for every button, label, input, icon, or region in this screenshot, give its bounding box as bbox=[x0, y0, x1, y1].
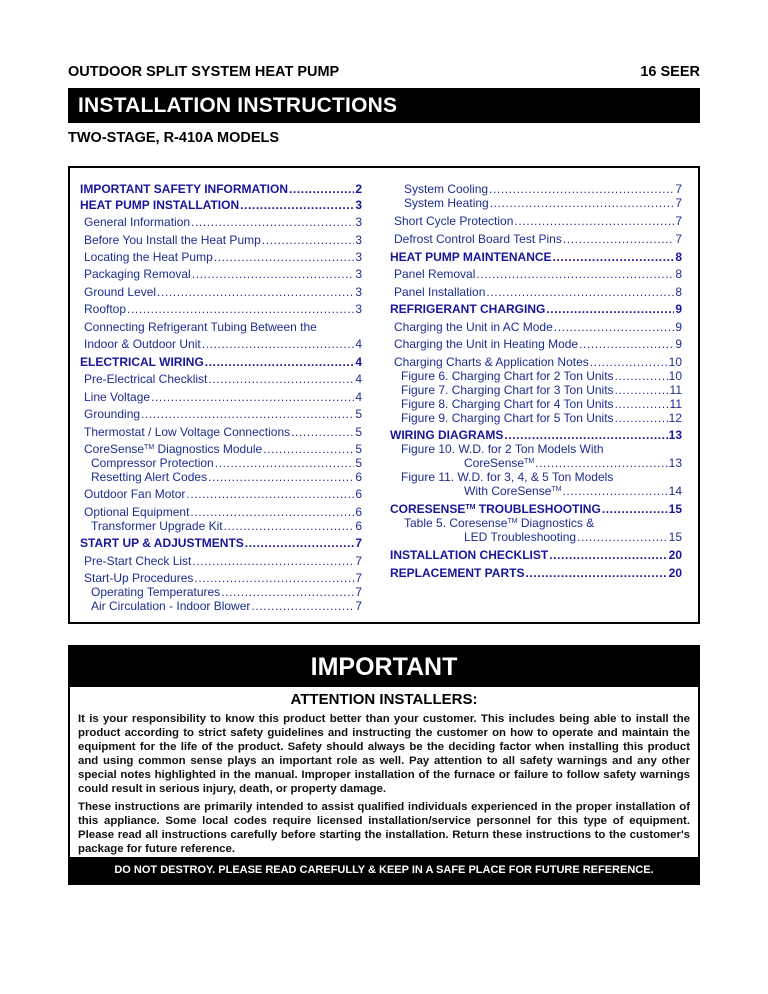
toc-entry[interactable]: Grounding ..... 5 bbox=[84, 407, 362, 421]
toc-entry[interactable]: Air Circulation - Indoor Blower ..... 7 bbox=[91, 599, 362, 613]
toc-entry[interactable]: LED Troubleshooting ..... 15 bbox=[464, 530, 682, 544]
toc-entry[interactable]: REFRIGERANT CHARGING ..... 9 bbox=[390, 302, 682, 316]
toc-entry[interactable]: Charging the Unit in Heating Mode ..... 9 bbox=[394, 337, 682, 351]
toc-entry[interactable]: Packaging Removal ..... 3 bbox=[84, 267, 362, 281]
toc-entry[interactable]: Resetting Alert Codes ..... 6 bbox=[91, 470, 362, 484]
toc-entry[interactable]: Short Cycle Protection ..... 7 bbox=[394, 214, 682, 228]
toc-entry[interactable]: CoreSense™ ..... 13 bbox=[464, 456, 682, 470]
toc-entry[interactable]: Pre-Start Check List ..... 7 bbox=[84, 554, 362, 568]
toc-entry[interactable]: System Heating ..... 7 bbox=[404, 196, 682, 210]
toc-entry[interactable]: Compressor Protection ..... 5 bbox=[91, 456, 362, 470]
toc-entry[interactable]: Indoor & Outdoor Unit ..... 4 bbox=[84, 337, 362, 351]
seer-rating: 16 SEER bbox=[640, 64, 700, 80]
page-title: INSTALLATION INSTRUCTIONS bbox=[68, 88, 700, 123]
toc-entry[interactable]: Charging the Unit in AC Mode ..... 9 bbox=[394, 320, 682, 334]
toc-entry[interactable]: CoreSense™ Diagnostics Module ..... 5 bbox=[84, 442, 362, 456]
toc-entry: Connecting Refrigerant Tubing Between the bbox=[84, 320, 317, 334]
important-notice bbox=[68, 645, 700, 885]
toc-entry[interactable]: With CoreSense™ ..... 14 bbox=[464, 484, 682, 498]
toc-entry[interactable]: REPLACEMENT PARTS ..... 20 bbox=[390, 566, 682, 580]
toc-entry[interactable]: Figure 6. Charging Chart for 2 Ton Units ..... 10 bbox=[401, 369, 682, 383]
toc-entry: Table 5. Coresense™ Diagnostics & bbox=[404, 516, 595, 530]
toc-entry[interactable]: Before You Install the Heat Pump ..... 3 bbox=[84, 233, 362, 247]
toc-entry[interactable]: Optional Equipment ..... 6 bbox=[84, 505, 362, 519]
toc-entry[interactable]: Charging Charts & Application Notes ..... 10 bbox=[394, 355, 682, 369]
attention-installers-heading: ATTENTION INSTALLERS: bbox=[290, 691, 478, 708]
toc-entry[interactable]: Operating Temperatures ..... 7 bbox=[91, 585, 362, 599]
toc-entry[interactable]: Rooftop ..... 3 bbox=[84, 302, 362, 316]
toc-entry[interactable]: Outdoor Fan Motor ..... 6 bbox=[84, 487, 362, 501]
qualified-installer-paragraph: These instructions are primarily intended to assist qualified individuals experienced in the proper installation of this appliance. Some local codes require licensed installation/service personnel for this type of equipment. Please read all instructions carefully before starting the installation. Return these instructions to the customer's package for future reference. bbox=[78, 801, 690, 855]
toc-entry[interactable]: Transformer Upgrade Kit ..... 6 bbox=[91, 519, 362, 533]
toc-entry[interactable]: System Cooling ..... 7 bbox=[404, 182, 682, 196]
important-heading: IMPORTANT bbox=[70, 647, 698, 687]
table-of-contents bbox=[68, 166, 700, 624]
toc-entry[interactable]: Figure 9. Charging Chart for 5 Ton Units ..... 12 bbox=[401, 411, 682, 425]
responsibility-paragraph: It is your responsibility to know this product better than your customer. This includes being able to install the product according to strict safety guidelines and instructing the customer on how to operate and maintain the equipment for the life of the product. Safety should always be the deciding factor when installing this product and using common sense plays an important role as well. Pay attention to all safety warnings and any other special notes highlighted in the manual. Improper installation of the furnace or failure to follow safety warnings could result in serious injury, death, or property damage. bbox=[78, 713, 690, 795]
do-not-destroy-footer: DO NOT DESTROY. PLEASE READ CAREFULLY & KEEP IN A SAFE PLACE FOR FUTURE REFERENCE. bbox=[70, 857, 698, 883]
toc-entry[interactable]: Figure 7. Charging Chart for 3 Ton Units ..... 11 bbox=[401, 383, 682, 397]
toc-entry[interactable]: HEAT PUMP INSTALLATION ..... 3 bbox=[80, 198, 362, 212]
toc-entry[interactable]: Pre-Electrical Checklist ..... 4 bbox=[84, 372, 362, 386]
toc-entry: Figure 11. W.D. for 3, 4, & 5 Ton Models bbox=[401, 470, 614, 484]
toc-entry[interactable]: INSTALLATION CHECKLIST ..... 20 bbox=[390, 548, 682, 562]
toc-entry[interactable]: Panel Installation ..... 8 bbox=[394, 285, 682, 299]
toc-entry[interactable]: ELECTRICAL WIRING ..... 4 bbox=[80, 355, 362, 369]
page-subtitle: TWO-STAGE, R-410A MODELS bbox=[68, 130, 280, 146]
toc-entry: Figure 10. W.D. for 2 Ton Models With bbox=[401, 442, 604, 456]
toc-entry[interactable]: Line Voltage ..... 4 bbox=[84, 390, 362, 404]
toc-entry[interactable]: Figure 8. Charging Chart for 4 Ton Units ..... 11 bbox=[401, 397, 682, 411]
product-type: OUTDOOR SPLIT SYSTEM HEAT PUMP bbox=[68, 64, 340, 80]
toc-entry[interactable]: General Information ..... 3 bbox=[84, 215, 362, 229]
document-header bbox=[68, 64, 700, 84]
toc-entry[interactable]: Panel Removal ..... 8 bbox=[394, 267, 682, 281]
toc-entry[interactable]: Start-Up Procedures ..... 7 bbox=[84, 571, 362, 585]
toc-entry[interactable]: CORESENSE™ TROUBLESHOOTING ..... 15 bbox=[390, 502, 682, 516]
toc-entry[interactable]: Thermostat / Low Voltage Connections ..... 5 bbox=[84, 425, 362, 439]
toc-entry[interactable]: HEAT PUMP MAINTENANCE ..... 8 bbox=[390, 250, 682, 264]
toc-entry[interactable]: WIRING DIAGRAMS ..... 13 bbox=[390, 428, 682, 442]
toc-entry[interactable]: START UP & ADJUSTMENTS ..... 7 bbox=[80, 536, 362, 550]
toc-entry[interactable]: Defrost Control Board Test Pins ..... 7 bbox=[394, 232, 682, 246]
toc-entry[interactable]: Locating the Heat Pump ..... 3 bbox=[84, 250, 362, 264]
toc-entry[interactable]: IMPORTANT SAFETY INFORMATION ..... 2 bbox=[80, 182, 362, 196]
toc-entry[interactable]: Ground Level ..... 3 bbox=[84, 285, 362, 299]
